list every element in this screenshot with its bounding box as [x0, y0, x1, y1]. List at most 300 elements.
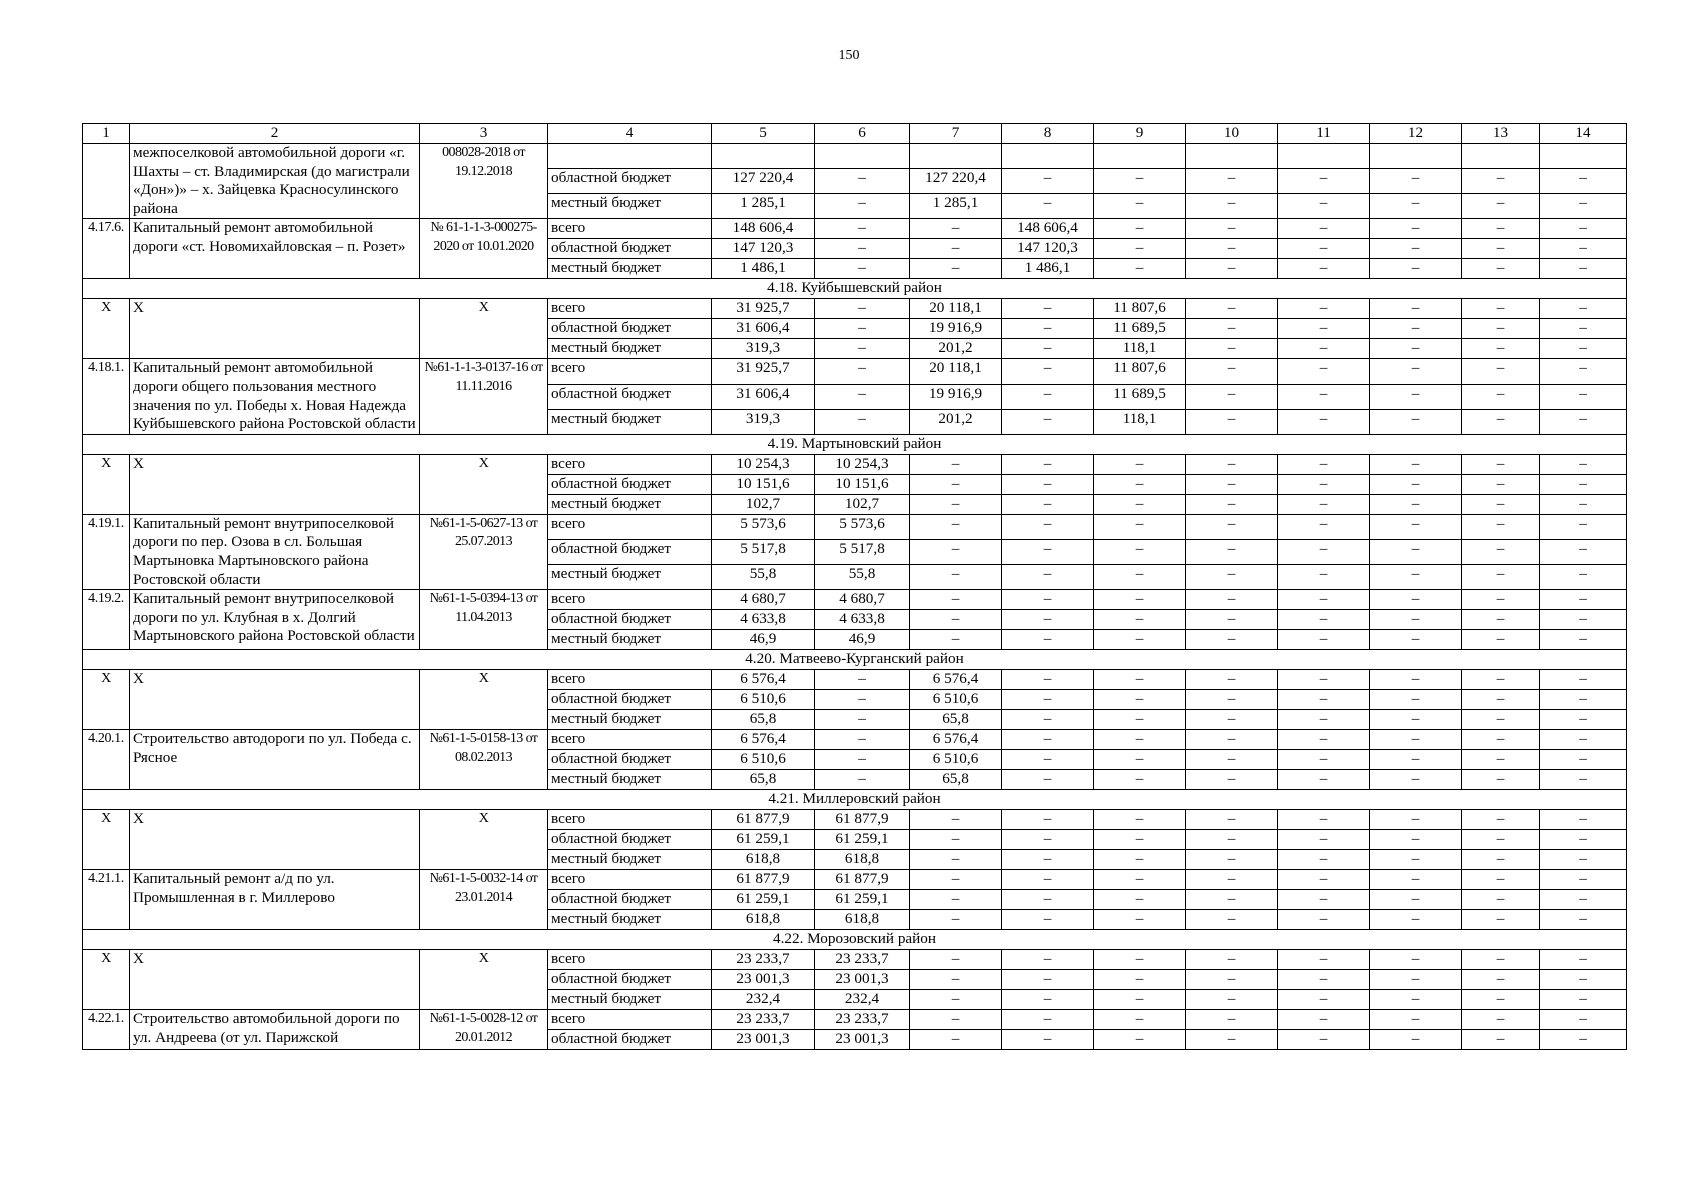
value-cell-col13: – — [1462, 890, 1540, 910]
item-number: 4.21.1. — [83, 870, 130, 930]
value-cell-col8: – — [1002, 610, 1094, 630]
item-number: 4.19.2. — [83, 590, 130, 650]
value-cell-col9: – — [1094, 610, 1186, 630]
value-cell-col8: – — [1002, 710, 1094, 730]
value-cell-col9: – — [1094, 494, 1186, 514]
value-cell-col5: 5 517,8 — [712, 539, 815, 564]
budget-label-cell: всего — [548, 454, 712, 474]
value-cell-col7: – — [910, 494, 1002, 514]
value-cell-col10: – — [1186, 590, 1278, 610]
value-cell-col8: – — [1002, 494, 1094, 514]
value-cell-col10: – — [1186, 359, 1278, 384]
value-cell-col9: 11 807,6 — [1094, 299, 1186, 319]
section-row — [83, 930, 1627, 950]
value-cell-col5: 61 259,1 — [712, 890, 815, 910]
value-cell-col9: 118,1 — [1094, 409, 1186, 434]
value-cell-col9: – — [1094, 454, 1186, 474]
value-cell-col11: – — [1278, 690, 1370, 710]
value-cell-col9 — [1094, 144, 1186, 169]
value-cell-col6: – — [815, 339, 910, 359]
value-cell-col13: – — [1462, 194, 1540, 219]
column-number-14: 14 — [1540, 124, 1627, 144]
value-cell-col5: 31 606,4 — [712, 319, 815, 339]
value-cell-col8: – — [1002, 830, 1094, 850]
value-cell-col12: – — [1370, 890, 1462, 910]
value-cell-col10: – — [1186, 169, 1278, 194]
value-cell-col9: 118,1 — [1094, 339, 1186, 359]
value-cell-col13: – — [1462, 730, 1540, 750]
value-cell-col13: – — [1462, 810, 1540, 830]
value-cell-col12: – — [1370, 409, 1462, 434]
value-cell-col5: 4 633,8 — [712, 610, 815, 630]
value-cell-col12: – — [1370, 169, 1462, 194]
value-cell-col5: 6 510,6 — [712, 690, 815, 710]
section-title: 4.22. Морозовский район — [83, 930, 1627, 950]
value-cell-col11: – — [1278, 454, 1370, 474]
value-cell-col7: – — [910, 1030, 1002, 1050]
budget-label-cell: местный бюджет — [548, 339, 712, 359]
value-cell-col13: – — [1462, 870, 1540, 890]
value-cell-col6: 5 517,8 — [815, 539, 910, 564]
value-cell-col10: – — [1186, 990, 1278, 1010]
value-cell-col7: 6 576,4 — [910, 730, 1002, 750]
value-cell-col8: – — [1002, 870, 1094, 890]
value-cell-col13: – — [1462, 970, 1540, 990]
value-cell-col6: – — [815, 194, 910, 219]
value-cell-col9: – — [1094, 710, 1186, 730]
budget-label-cell: областной бюджет — [548, 830, 712, 850]
budget-label-cell: областной бюджет — [548, 970, 712, 990]
value-cell-col8: – — [1002, 690, 1094, 710]
value-cell-col10: – — [1186, 259, 1278, 279]
value-cell-col9: – — [1094, 219, 1186, 239]
item-number — [83, 144, 130, 219]
value-cell-col14: – — [1540, 870, 1627, 890]
value-cell-col8: – — [1002, 299, 1094, 319]
value-cell-col13: – — [1462, 239, 1540, 259]
value-cell-col10: – — [1186, 870, 1278, 890]
value-cell-col14: – — [1540, 454, 1627, 474]
value-cell-col9: – — [1094, 990, 1186, 1010]
value-cell-col7: 19 916,9 — [910, 319, 1002, 339]
value-cell-col14: – — [1540, 169, 1627, 194]
value-cell-col14: – — [1540, 750, 1627, 770]
item-document-code: №61-1-1-3-0137-16 от 11.11.2016 — [420, 359, 548, 434]
value-cell-col7: 65,8 — [910, 710, 1002, 730]
value-cell-col6: 4 680,7 — [815, 590, 910, 610]
value-cell-col6: 46,9 — [815, 630, 910, 650]
value-cell-col5: 147 120,3 — [712, 239, 815, 259]
value-cell-col12: – — [1370, 850, 1462, 870]
value-cell-col6: – — [815, 670, 910, 690]
item-name: X — [130, 950, 420, 1010]
value-cell-col14: – — [1540, 890, 1627, 910]
value-cell-col9: – — [1094, 630, 1186, 650]
table-row — [83, 144, 1627, 169]
total-marker: X — [83, 299, 130, 359]
value-cell-col10: – — [1186, 454, 1278, 474]
value-cell-col7: – — [910, 565, 1002, 590]
value-cell-col8: – — [1002, 970, 1094, 990]
value-cell-col9: – — [1094, 950, 1186, 970]
value-cell-col7: – — [910, 514, 1002, 539]
value-cell-col13: – — [1462, 690, 1540, 710]
value-cell-col13: – — [1462, 409, 1540, 434]
value-cell-col6: – — [815, 299, 910, 319]
value-cell-col10: – — [1186, 750, 1278, 770]
value-cell-col5: 31 925,7 — [712, 359, 815, 384]
value-cell-col5: 1 285,1 — [712, 194, 815, 219]
value-cell-col6: – — [815, 359, 910, 384]
value-cell-col5: 31 925,7 — [712, 299, 815, 319]
budget-label-cell: всего — [548, 590, 712, 610]
value-cell-col14 — [1540, 144, 1627, 169]
value-cell-col9: – — [1094, 474, 1186, 494]
value-cell-col6: 23 233,7 — [815, 1010, 910, 1030]
value-cell-col10: – — [1186, 539, 1278, 564]
value-cell-col10: – — [1186, 219, 1278, 239]
value-cell-col13: – — [1462, 710, 1540, 730]
value-cell-col8: – — [1002, 384, 1094, 409]
item-name: Капитальный ремонт а/д по ул. Промышленная в г. Миллерово — [130, 870, 420, 930]
section-row — [83, 279, 1627, 299]
value-cell-col11: – — [1278, 870, 1370, 890]
value-cell-col10: – — [1186, 319, 1278, 339]
value-cell-col12: – — [1370, 1030, 1462, 1050]
budget-label-cell: всего — [548, 359, 712, 384]
value-cell-col13: – — [1462, 454, 1540, 474]
value-cell-col9: – — [1094, 259, 1186, 279]
item-name: Строительство автомобильной дороги по ул. Андреева (от ул. Парижской — [130, 1010, 420, 1050]
budget-label-cell: всего — [548, 670, 712, 690]
value-cell-col10: – — [1186, 670, 1278, 690]
value-cell-col13: – — [1462, 910, 1540, 930]
value-cell-col14: – — [1540, 730, 1627, 750]
value-cell-col7: 6 510,6 — [910, 750, 1002, 770]
value-cell-col14: – — [1540, 630, 1627, 650]
total-marker: X — [83, 810, 130, 870]
value-cell-col8: – — [1002, 339, 1094, 359]
value-cell-col7: – — [910, 990, 1002, 1010]
value-cell-col14: – — [1540, 259, 1627, 279]
item-document-code: № 61-1-1-3-000275-2020 от 10.01.2020 — [420, 219, 548, 279]
budget-label-cell: местный бюджет — [548, 910, 712, 930]
value-cell-col13: – — [1462, 384, 1540, 409]
value-cell-col14: – — [1540, 810, 1627, 830]
column-number-10: 10 — [1186, 124, 1278, 144]
value-cell-col6: 618,8 — [815, 910, 910, 930]
value-cell-col9: – — [1094, 239, 1186, 259]
value-cell-col6: 102,7 — [815, 494, 910, 514]
value-cell-col13: – — [1462, 339, 1540, 359]
value-cell-col11: – — [1278, 194, 1370, 219]
value-cell-col12: – — [1370, 494, 1462, 514]
value-cell-col13: – — [1462, 1030, 1540, 1050]
table-row — [83, 950, 1627, 970]
value-cell-col6: – — [815, 169, 910, 194]
value-cell-col5: 148 606,4 — [712, 219, 815, 239]
column-number-4: 4 — [548, 124, 712, 144]
item-number: 4.20.1. — [83, 730, 130, 790]
budget-label-cell: всего — [548, 1010, 712, 1030]
value-cell-col8: – — [1002, 770, 1094, 790]
total-marker: X — [83, 454, 130, 514]
value-cell-col11: – — [1278, 770, 1370, 790]
value-cell-col12: – — [1370, 474, 1462, 494]
value-cell-col7: – — [910, 830, 1002, 850]
budget-label-cell: всего — [548, 514, 712, 539]
table-row — [83, 299, 1627, 319]
value-cell-col11: – — [1278, 169, 1370, 194]
value-cell-col5: 61 877,9 — [712, 810, 815, 830]
value-cell-col11: – — [1278, 970, 1370, 990]
column-number-8: 8 — [1002, 124, 1094, 144]
value-cell-col7: – — [910, 970, 1002, 990]
budget-label-cell: областной бюджет — [548, 610, 712, 630]
value-cell-col5: 5 573,6 — [712, 514, 815, 539]
value-cell-col11: – — [1278, 239, 1370, 259]
item-name: Капитальный ремонт автомобильной дороги «ст. Новомихайловская – п. Розет» — [130, 219, 420, 279]
value-cell-col10: – — [1186, 910, 1278, 930]
item-name: X — [130, 454, 420, 514]
value-cell-col5: 10 151,6 — [712, 474, 815, 494]
value-cell-col13: – — [1462, 630, 1540, 650]
value-cell-col8: – — [1002, 359, 1094, 384]
value-cell-col7: – — [910, 259, 1002, 279]
budget-label-cell: областной бюджет — [548, 239, 712, 259]
column-number-11: 11 — [1278, 124, 1370, 144]
item-document-code: №61-1-5-0394-13 от 11.04.2013 — [420, 590, 548, 650]
value-cell-col14: – — [1540, 409, 1627, 434]
value-cell-col9: – — [1094, 750, 1186, 770]
value-cell-col14: – — [1540, 990, 1627, 1010]
value-cell-col8: – — [1002, 630, 1094, 650]
section-title: 4.21. Миллеровский район — [83, 790, 1627, 810]
value-cell-col5: 1 486,1 — [712, 259, 815, 279]
section-title: 4.18. Куйбышевский район — [83, 279, 1627, 299]
value-cell-col13: – — [1462, 750, 1540, 770]
value-cell-col12: – — [1370, 990, 1462, 1010]
table-row — [83, 810, 1627, 830]
value-cell-col10 — [1186, 144, 1278, 169]
value-cell-col13: – — [1462, 610, 1540, 630]
value-cell-col12: – — [1370, 730, 1462, 750]
item-document-code: №61-1-5-0032-14 от 23.01.2014 — [420, 870, 548, 930]
value-cell-col5: 618,8 — [712, 910, 815, 930]
value-cell-col8: – — [1002, 565, 1094, 590]
value-cell-col13: – — [1462, 590, 1540, 610]
value-cell-col6: 61 259,1 — [815, 830, 910, 850]
item-document-code: №61-1-5-0028-12 от 20.01.2012 — [420, 1010, 548, 1050]
value-cell-col14: – — [1540, 219, 1627, 239]
section-title: 4.20. Матвеево-Курганский район — [83, 650, 1627, 670]
value-cell-col5: 31 606,4 — [712, 384, 815, 409]
value-cell-col13: – — [1462, 539, 1540, 564]
value-cell-col5: 23 233,7 — [712, 950, 815, 970]
value-cell-col14: – — [1540, 1030, 1627, 1050]
value-cell-col11: – — [1278, 830, 1370, 850]
value-cell-col7: – — [910, 239, 1002, 259]
value-cell-col7: – — [910, 219, 1002, 239]
value-cell-col13: – — [1462, 359, 1540, 384]
value-cell-col9: – — [1094, 670, 1186, 690]
header-row — [83, 124, 1627, 144]
value-cell-col10: – — [1186, 830, 1278, 850]
value-cell-col5: 6 576,4 — [712, 670, 815, 690]
value-cell-col7: 201,2 — [910, 409, 1002, 434]
value-cell-col14: – — [1540, 670, 1627, 690]
section-row — [83, 434, 1627, 454]
budget-label-cell: областной бюджет — [548, 890, 712, 910]
value-cell-col11: – — [1278, 990, 1370, 1010]
value-cell-col5: 46,9 — [712, 630, 815, 650]
value-cell-col12: – — [1370, 590, 1462, 610]
value-cell-col12: – — [1370, 750, 1462, 770]
value-cell-col14: – — [1540, 850, 1627, 870]
value-cell-col11: – — [1278, 384, 1370, 409]
value-cell-col11: – — [1278, 710, 1370, 730]
value-cell-col6: – — [815, 409, 910, 434]
value-cell-col9: – — [1094, 770, 1186, 790]
value-cell-col12: – — [1370, 194, 1462, 219]
value-cell-col6: 618,8 — [815, 850, 910, 870]
value-cell-col8: 148 606,4 — [1002, 219, 1094, 239]
budget-table — [82, 123, 1627, 1050]
value-cell-col11: – — [1278, 259, 1370, 279]
value-cell-col6: 61 259,1 — [815, 890, 910, 910]
value-cell-col11: – — [1278, 850, 1370, 870]
item-document-code: №61-1-5-0627-13 от 25.07.2013 — [420, 514, 548, 589]
budget-label-cell: всего — [548, 299, 712, 319]
value-cell-col7 — [910, 144, 1002, 169]
value-cell-col11: – — [1278, 730, 1370, 750]
value-cell-col14: – — [1540, 299, 1627, 319]
value-cell-col9: – — [1094, 194, 1186, 219]
value-cell-col8: – — [1002, 850, 1094, 870]
value-cell-col7: 20 118,1 — [910, 299, 1002, 319]
value-cell-col8 — [1002, 144, 1094, 169]
item-name: X — [130, 810, 420, 870]
item-name: Капитальный ремонт автомобильной дороги общего пользования местного значения по ул. Победы х. Новая Надежда Куйбышевского района Ростовской области — [130, 359, 420, 434]
value-cell-col11: – — [1278, 670, 1370, 690]
budget-label-cell: областной бюджет — [548, 539, 712, 564]
item-name: X — [130, 670, 420, 730]
value-cell-col10: – — [1186, 409, 1278, 434]
value-cell-col11: – — [1278, 319, 1370, 339]
value-cell-col12: – — [1370, 830, 1462, 850]
item-number: 4.17.6. — [83, 219, 130, 279]
value-cell-col14: – — [1540, 565, 1627, 590]
value-cell-col12: – — [1370, 610, 1462, 630]
value-cell-col12: – — [1370, 239, 1462, 259]
value-cell-col8: – — [1002, 890, 1094, 910]
item-document-code: X — [420, 299, 548, 359]
value-cell-col9: – — [1094, 590, 1186, 610]
value-cell-col9: – — [1094, 910, 1186, 930]
value-cell-col8: 1 486,1 — [1002, 259, 1094, 279]
value-cell-col5: 319,3 — [712, 339, 815, 359]
budget-label-cell: местный бюджет — [548, 990, 712, 1010]
value-cell-col11: – — [1278, 1030, 1370, 1050]
value-cell-col14: – — [1540, 359, 1627, 384]
value-cell-col13: – — [1462, 850, 1540, 870]
value-cell-col8: – — [1002, 514, 1094, 539]
value-cell-col13: – — [1462, 259, 1540, 279]
value-cell-col11: – — [1278, 539, 1370, 564]
budget-label-cell: всего — [548, 870, 712, 890]
value-cell-col5: 232,4 — [712, 990, 815, 1010]
value-cell-col12: – — [1370, 259, 1462, 279]
page-number: 150 — [838, 48, 860, 63]
budget-label-cell: местный бюджет — [548, 850, 712, 870]
value-cell-col7: – — [910, 950, 1002, 970]
value-cell-col9: – — [1094, 870, 1186, 890]
value-cell-col6: – — [815, 219, 910, 239]
value-cell-col6: 4 633,8 — [815, 610, 910, 630]
value-cell-col10: – — [1186, 690, 1278, 710]
value-cell-col10: – — [1186, 810, 1278, 830]
value-cell-col9: – — [1094, 810, 1186, 830]
column-number-3: 3 — [420, 124, 548, 144]
value-cell-col12: – — [1370, 670, 1462, 690]
value-cell-col5: 6 510,6 — [712, 750, 815, 770]
value-cell-col14: – — [1540, 970, 1627, 990]
value-cell-col13: – — [1462, 319, 1540, 339]
value-cell-col6: – — [815, 690, 910, 710]
value-cell-col11: – — [1278, 219, 1370, 239]
value-cell-col6: 23 233,7 — [815, 950, 910, 970]
value-cell-col6: – — [815, 239, 910, 259]
value-cell-col6: 23 001,3 — [815, 1030, 910, 1050]
value-cell-col14: – — [1540, 690, 1627, 710]
value-cell-col11: – — [1278, 950, 1370, 970]
item-document-code: 008028-2018 от 19.12.2018 — [420, 144, 548, 219]
value-cell-col12: – — [1370, 219, 1462, 239]
value-cell-col9: – — [1094, 565, 1186, 590]
value-cell-col10: – — [1186, 890, 1278, 910]
value-cell-col9: – — [1094, 1030, 1186, 1050]
value-cell-col10: – — [1186, 1030, 1278, 1050]
budget-label-cell: областной бюджет — [548, 1030, 712, 1050]
budget-label-cell: местный бюджет — [548, 409, 712, 434]
value-cell-col11: – — [1278, 1010, 1370, 1030]
value-cell-col11: – — [1278, 359, 1370, 384]
value-cell-col6: – — [815, 730, 910, 750]
value-cell-col11 — [1278, 144, 1370, 169]
budget-label-cell: всего — [548, 219, 712, 239]
table-row — [83, 219, 1627, 239]
value-cell-col10: – — [1186, 1010, 1278, 1030]
section-title: 4.19. Мартыновский район — [83, 434, 1627, 454]
value-cell-col7: – — [910, 1010, 1002, 1030]
total-marker: X — [83, 670, 130, 730]
value-cell-col8: – — [1002, 670, 1094, 690]
value-cell-col8: 147 120,3 — [1002, 239, 1094, 259]
value-cell-col9: – — [1094, 830, 1186, 850]
budget-label-cell: областной бюджет — [548, 474, 712, 494]
value-cell-col11: – — [1278, 514, 1370, 539]
value-cell-col14: – — [1540, 239, 1627, 259]
value-cell-col7: 19 916,9 — [910, 384, 1002, 409]
value-cell-col8: – — [1002, 539, 1094, 564]
value-cell-col11: – — [1278, 474, 1370, 494]
column-number-13: 13 — [1462, 124, 1540, 144]
value-cell-col12 — [1370, 144, 1462, 169]
value-cell-col11: – — [1278, 494, 1370, 514]
value-cell-col7: 6 510,6 — [910, 690, 1002, 710]
value-cell-col10: – — [1186, 630, 1278, 650]
value-cell-col10: – — [1186, 239, 1278, 259]
